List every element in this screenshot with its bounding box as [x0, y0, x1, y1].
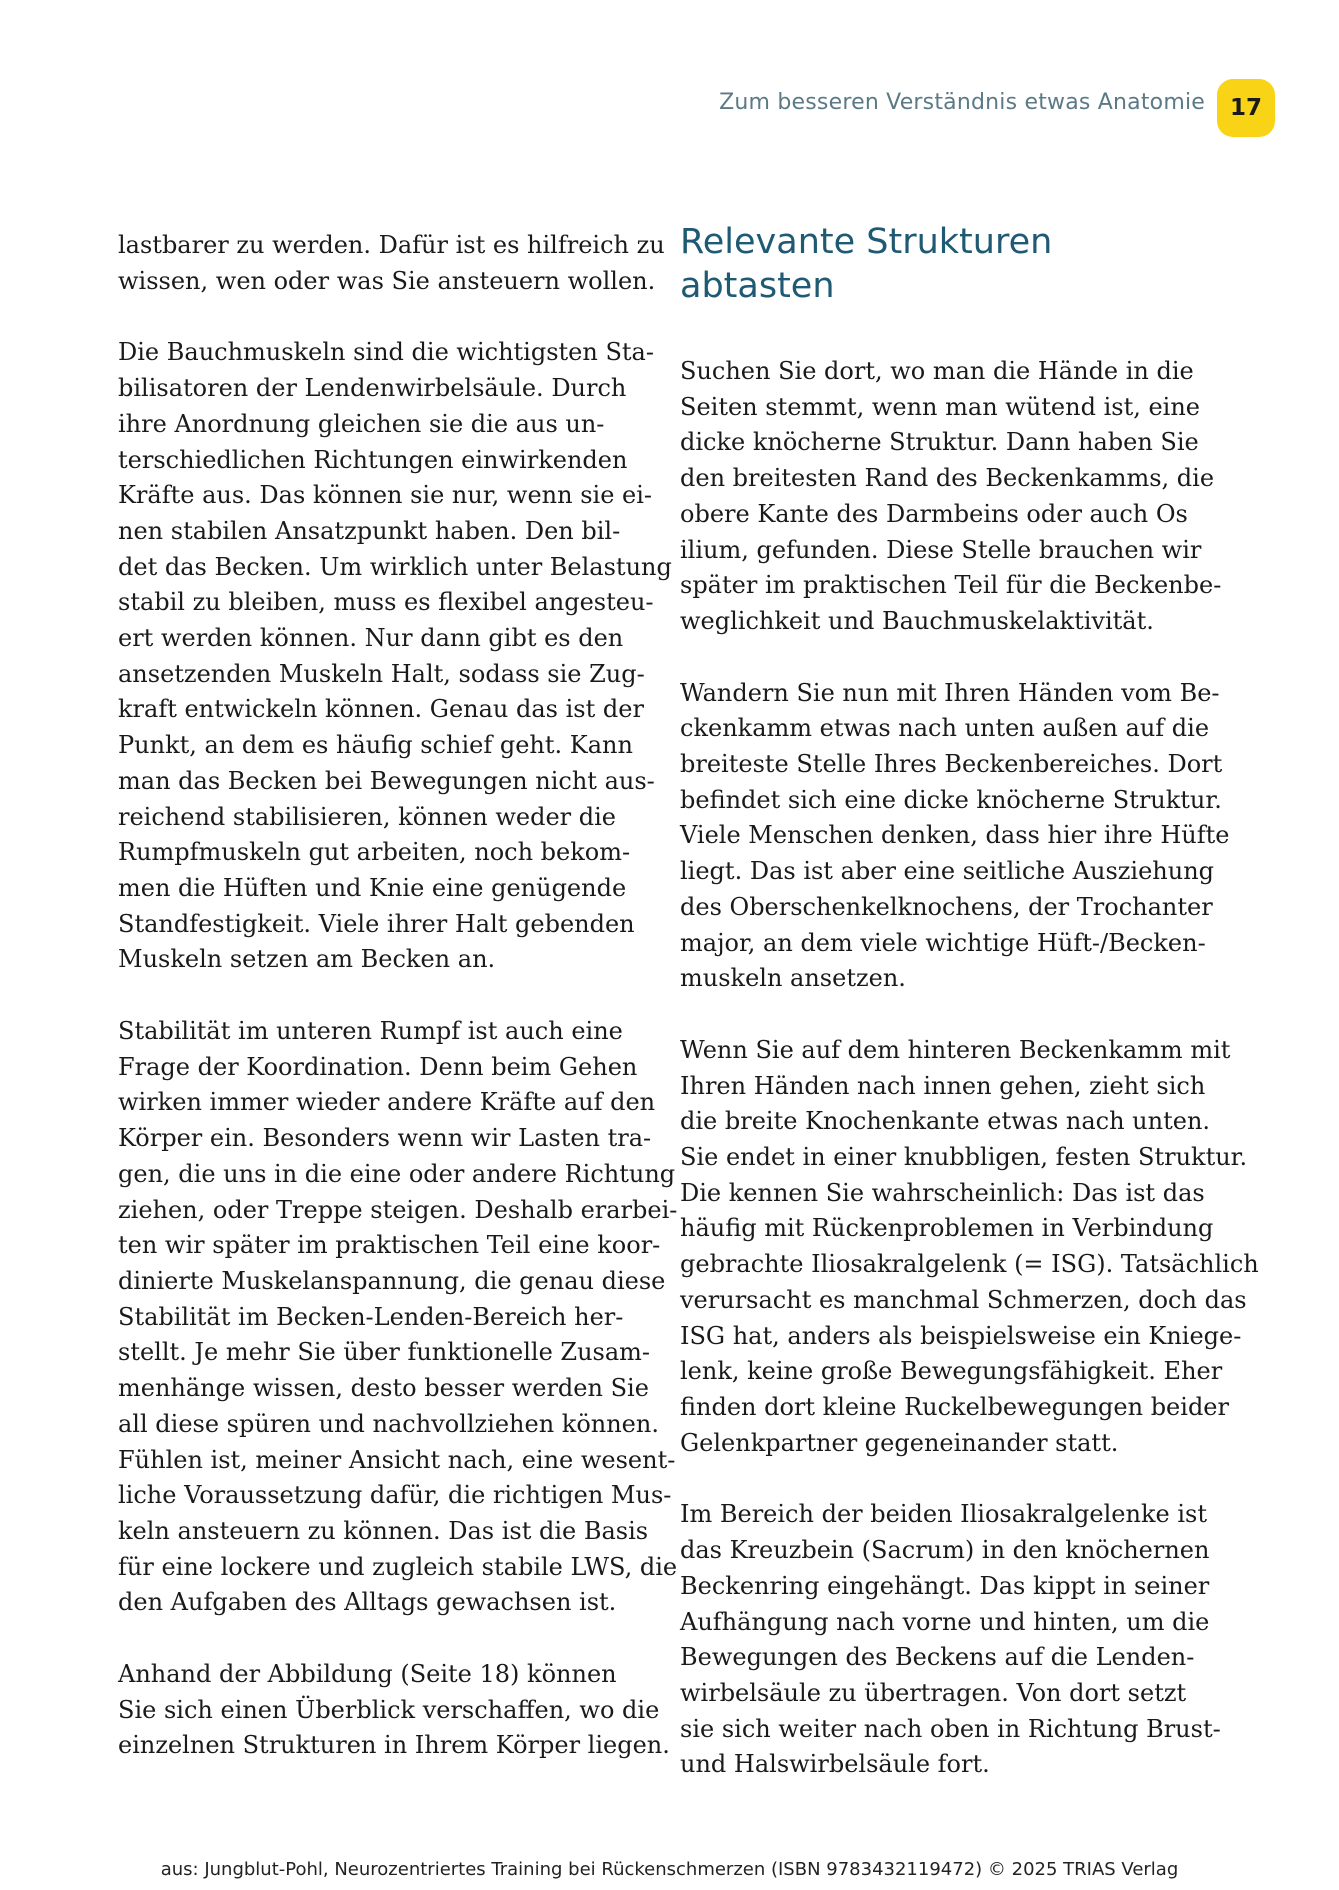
text-line: für eine lockere und zugleich stabile LWS, die — [118, 1552, 678, 1581]
text-line: Viele Menschen denken, dass hier ihre Hüfte — [680, 821, 1230, 850]
text-line: gen, die uns in die eine oder andere Richtung — [118, 1159, 676, 1188]
text-line: später im praktischen Teil für die Beckenbe- — [680, 571, 1222, 600]
text-line: Gelenkpartner gegeneinander statt. — [680, 1428, 1119, 1457]
text-line: Im Bereich der beiden Iliosakralgelenke ist — [680, 1500, 1207, 1529]
paragraph — [118, 1014, 678, 1621]
text-line: Wandern Sie nun mit Ihren Händen vom Be- — [680, 678, 1220, 707]
text-line: Rumpfmuskeln gut arbeiten, noch bekom- — [118, 838, 631, 867]
text-line: Sie sich einen Überblick verschaffen, wo die — [118, 1695, 660, 1724]
text-line: befindet sich eine dicke knöcherne Struktur. — [680, 785, 1222, 814]
heading-line: abtasten — [680, 266, 835, 306]
text-line: Muskeln setzen am Becken an. — [118, 945, 496, 974]
text-line: häufig mit Rückenproblemen in Verbindung — [680, 1214, 1214, 1243]
page-number-badge: 17 — [1217, 79, 1275, 137]
paragraph — [118, 228, 665, 299]
source-footer: aus: Jungblut-Pohl, Neurozentriertes Training bei Rückenschmerzen (ISBN 9783432119472) © 2025 TRIAS Verlag — [160, 1859, 1179, 1880]
text-line: all diese spüren und nachvollziehen können. — [118, 1409, 659, 1438]
text-line: stabil zu bleiben, muss es flexibel angesteu- — [118, 588, 654, 617]
paragraph — [118, 1657, 670, 1764]
text-line: gebrachte Iliosakralgelenk (= ISG). Tatsächlich — [680, 1250, 1259, 1279]
text-line: einzelnen Strukturen in Ihrem Körper liegen. — [118, 1731, 670, 1760]
right-column — [680, 220, 1259, 1819]
text-line: das Kreuzbein (Sacrum) in den knöchernen — [680, 1536, 1210, 1565]
paragraph — [680, 1497, 1221, 1783]
text-line: breiteste Stelle Ihres Beckenbereiches. Dort — [680, 750, 1223, 779]
text-line: Seiten stemmt, wenn man wütend ist, eine — [680, 392, 1201, 421]
text-line: Stabilität im unteren Rumpf ist auch eine — [118, 1017, 623, 1046]
text-line: verursacht es manchmal Schmerzen, doch das — [680, 1285, 1247, 1314]
text-line: wirken immer wieder andere Kräfte auf den — [118, 1088, 656, 1117]
section-heading — [680, 220, 1200, 308]
text-line: des Oberschenkelknochens, der Trochanter — [680, 892, 1213, 921]
text-line: Sie endet in einer knubbligen, festen Struktur. — [680, 1143, 1248, 1172]
text-line: Die Bauchmuskeln sind die wichtigsten Sta- — [118, 338, 654, 367]
text-line: dinierte Muskelanspannung, die genau diese — [118, 1266, 666, 1295]
text-line: Punkt, an dem es häufig schief geht. Kann — [118, 731, 633, 760]
paragraph — [118, 335, 672, 978]
text-line: ihre Anordnung gleichen sie die aus un- — [118, 409, 605, 438]
text-line: major, an dem viele wichtige Hüft-/Becken- — [680, 928, 1206, 957]
text-line: den Aufgaben des Alltags gewachsen ist. — [118, 1588, 617, 1617]
text-line: Frage der Koordination. Denn beim Gehen — [118, 1052, 638, 1081]
text-line: Fühlen ist, meiner Ansicht nach, eine wesent- — [118, 1445, 676, 1474]
text-line: det das Becken. Um wirklich unter Belastung — [118, 552, 672, 581]
running-head: Zum besseren Verständnis etwas Anatomie — [719, 90, 1205, 115]
text-line: und Halswirbelsäule fort. — [680, 1750, 990, 1779]
text-line: Standfestigkeit. Viele ihrer Halt gebenden — [118, 909, 635, 938]
text-line: Kräfte aus. Das können sie nur, wenn sie ei- — [118, 481, 653, 510]
text-line: obere Kante des Darmbeins oder auch Os — [680, 499, 1188, 528]
text-line: kraft entwickeln können. Genau das ist der — [118, 695, 644, 724]
left-column — [118, 228, 678, 1800]
text-line: ansetzenden Muskeln Halt, sodass sie Zug- — [118, 659, 645, 688]
text-line: Suchen Sie dort, wo man die Hände in die — [680, 357, 1194, 385]
text-line: dicke knöcherne Struktur. Dann haben Sie — [680, 428, 1199, 457]
text-line: liche Voraussetzung dafür, die richtigen Mus- — [118, 1481, 672, 1510]
text-line: nen stabilen Ansatzpunkt haben. Den bil- — [118, 516, 621, 545]
text-line: menhänge wissen, desto besser werden Sie — [118, 1374, 649, 1403]
text-line: Die kennen Sie wahrscheinlich: Das ist das — [680, 1178, 1205, 1207]
text-line: muskeln ansetzen. — [680, 964, 906, 993]
text-line: Aufhängung nach vorne und hinten, um die — [680, 1607, 1210, 1636]
text-line: reichend stabilisieren, können weder die — [118, 802, 616, 831]
text-line: Ihren Händen nach innen gehen, zieht sich — [680, 1071, 1206, 1100]
text-line: liegt. Das ist aber eine seitliche Ausziehung — [680, 857, 1215, 886]
text-line: wirbelsäule zu übertragen. Von dort setzt — [680, 1678, 1187, 1707]
text-line: stellt. Je mehr Sie über funktionelle Zusam- — [118, 1338, 651, 1367]
text-line: lastbarer zu werden. Dafür ist es hilfreich zu — [118, 231, 665, 259]
text-line: terschiedlichen Richtungen einwirkenden — [118, 445, 628, 474]
paragraph — [680, 676, 1230, 997]
text-line: ilium, gefunden. Diese Stelle brauchen wir — [680, 535, 1202, 564]
text-line: sie sich weiter nach oben in Richtung Brust- — [680, 1714, 1221, 1743]
text-line: Wenn Sie auf dem hinteren Beckenkamm mit — [680, 1035, 1231, 1064]
text-line: ten wir später im praktischen Teil eine koor- — [118, 1231, 661, 1260]
text-line: Stabilität im Becken-Lenden-Bereich her- — [118, 1302, 624, 1331]
text-line: ert werden können. Nur dann gibt es den — [118, 624, 624, 653]
heading-line: Relevante Strukturen — [680, 222, 1053, 262]
text-line: Beckenring eingehängt. Das kippt in seiner — [680, 1571, 1210, 1600]
paragraph — [680, 1033, 1259, 1461]
text-line: lenk, keine große Bewegungsfähigkeit. Eher — [680, 1357, 1223, 1386]
text-line: bilisatoren der Lendenwirbelsäule. Durch — [118, 374, 627, 403]
text-line: die breite Knochenkante etwas nach unten. — [680, 1107, 1211, 1136]
text-line: man das Becken bei Bewegungen nicht aus- — [118, 766, 655, 795]
paragraph — [680, 354, 1222, 640]
text-line: den breitesten Rand des Beckenkamms, die — [680, 464, 1215, 493]
text-line: ziehen, oder Treppe steigen. Deshalb erarbei- — [118, 1195, 678, 1224]
text-line: weglichkeit und Bauchmuskelaktivität. — [680, 606, 1154, 635]
text-line: finden dort kleine Ruckelbewegungen beider — [680, 1392, 1229, 1421]
text-line: Körper ein. Besonders wenn wir Lasten tra- — [118, 1124, 652, 1153]
text-line: ISG hat, anders als beispielsweise ein Kniege- — [680, 1321, 1242, 1350]
text-line: Bewegungen des Beckens auf die Lenden- — [680, 1643, 1195, 1672]
text-line: men die Hüften und Knie eine genügende — [118, 873, 627, 902]
text-line: ckenkamm etwas nach unten außen auf die — [680, 714, 1210, 743]
text-line: Anhand der Abbildung (Seite 18) können — [118, 1660, 617, 1689]
text-line: wissen, wen oder was Sie ansteuern wollen. — [118, 266, 656, 295]
text-line: keln ansteuern zu können. Das ist die Basis — [118, 1516, 649, 1545]
